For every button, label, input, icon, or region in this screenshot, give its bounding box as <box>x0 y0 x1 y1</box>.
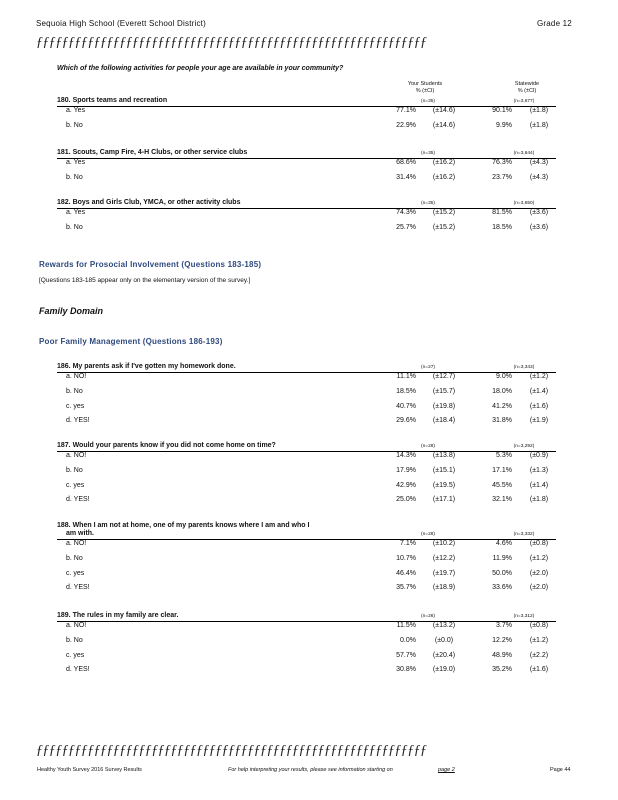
statewide-ci: (±1.8) <box>529 107 549 114</box>
students-percent: 18.5% <box>396 387 416 395</box>
students-count: (n=26) <box>421 614 435 619</box>
answer-option: d. YES! <box>66 496 90 504</box>
footer-page: Page 44 <box>550 767 571 773</box>
students-ci: (±12.7) <box>432 373 456 380</box>
statewide-ci: (±1.4) <box>529 387 549 395</box>
footer-title: Healthy Youth Survey 2016 Survey Results <box>37 767 142 773</box>
question-text: 182. Boys and Girls Club, YMCA, or other activity clubs <box>57 199 241 206</box>
students-count: (n=28) <box>421 444 435 449</box>
answer-option: a. Yes <box>66 159 86 166</box>
students-ci: (±14.6) <box>432 107 456 114</box>
decorative-line-top: ƒƒƒƒƒƒƒƒƒƒƒƒƒƒƒƒƒƒƒƒƒƒƒƒƒƒƒƒƒƒƒƒƒƒƒƒƒƒƒƒƒƒƒƒƒƒƒƒƒƒƒƒƒƒƒƒƒƒƒƒƒ <box>36 35 427 50</box>
statewide-ci: (±3.6) <box>529 209 549 216</box>
answer-option: b. No <box>66 636 83 644</box>
statewide-count: (n=3,650) <box>513 201 535 206</box>
statewide-ci: (±2.0) <box>529 584 549 592</box>
question-text: 189. The rules in my family are clear. <box>57 612 179 619</box>
col-header-statewide: Statewide <box>514 81 540 87</box>
students-ci: (±16.2) <box>432 174 456 181</box>
statewide-percent: 3.7% <box>496 622 512 629</box>
question-underline <box>57 158 556 159</box>
header-grade: Grade 12 <box>537 19 572 28</box>
students-percent: 0.0% <box>400 636 416 644</box>
students-ci: (±15.1) <box>432 466 456 474</box>
question-text-cont: am with. <box>66 530 95 537</box>
students-percent: 10.7% <box>396 554 416 562</box>
statewide-ci: (±3.6) <box>529 224 549 231</box>
students-ci: (±15.7) <box>432 387 456 395</box>
students-ci: (±14.6) <box>432 122 456 129</box>
statewide-percent: 90.1% <box>492 107 512 114</box>
statewide-percent: 50.0% <box>492 569 512 577</box>
statewide-percent: 41.2% <box>492 402 512 410</box>
answer-option: a. Yes <box>66 209 86 216</box>
students-percent: 46.4% <box>396 569 416 577</box>
statewide-percent: 5.3% <box>496 452 512 459</box>
statewide-percent: 9.9% <box>496 122 512 129</box>
students-ci: (±16.2) <box>432 159 456 166</box>
students-percent: 30.8% <box>396 666 416 674</box>
rewards-note: [Questions 183-185 appear only on the elementary version of the survey.] <box>39 277 251 284</box>
students-percent: 11.1% <box>396 373 416 380</box>
answer-option: a. NO! <box>66 373 87 380</box>
statewide-ci: (±2.2) <box>529 651 549 659</box>
intro-question: Which of the following activities for people your age are available in your community? <box>57 65 344 72</box>
statewide-ci: (±0.9) <box>529 452 549 459</box>
section-title-rewards: Rewards for Prosocial Involvement (Questions 183-185) <box>39 260 262 269</box>
students-percent: 22.9% <box>396 122 416 129</box>
students-count: (n=27) <box>421 365 435 370</box>
decorative-line-bottom: ƒƒƒƒƒƒƒƒƒƒƒƒƒƒƒƒƒƒƒƒƒƒƒƒƒƒƒƒƒƒƒƒƒƒƒƒƒƒƒƒƒƒƒƒƒƒƒƒƒƒƒƒƒƒƒƒƒƒƒƒƒ <box>36 743 427 758</box>
students-ci: (±19.5) <box>432 481 456 489</box>
students-ci: (±18.9) <box>432 584 456 592</box>
students-ci: (±13.8) <box>432 452 456 459</box>
answer-option: a. NO! <box>66 540 87 547</box>
answer-option: b. No <box>66 554 83 562</box>
students-percent: 29.6% <box>396 417 416 425</box>
students-percent: 40.7% <box>396 402 416 410</box>
statewide-count: (n=3,644) <box>513 151 535 156</box>
students-ci: (±19.0) <box>432 666 456 674</box>
students-ci: (±0.0) <box>434 636 454 644</box>
answer-option: b. No <box>66 174 83 181</box>
students-ci: (±20.4) <box>432 651 456 659</box>
question-underline <box>57 208 556 209</box>
section-title-poor-family-management: Poor Family Management (Questions 186-193) <box>39 337 223 346</box>
domain-title: Family Domain <box>39 306 104 316</box>
col-header-statewide-ci: % (±CI) <box>517 88 537 94</box>
students-percent: 11.5% <box>396 622 416 629</box>
footer-help: For help interpreting your results, please see information starting on <box>228 767 393 773</box>
question-text: 181. Scouts, Camp Fire, 4-H Clubs, or other service clubs <box>57 149 248 156</box>
question-text: 188. When I am not at home, one of my parents knows where I am and who I <box>57 522 310 529</box>
question-underline <box>57 621 556 622</box>
statewide-count: (n=3,343) <box>513 365 535 370</box>
students-ci: (±17.1) <box>432 496 456 504</box>
statewide-ci: (±1.9) <box>529 417 549 425</box>
statewide-ci: (±1.2) <box>529 373 549 380</box>
students-percent: 25.0% <box>396 496 416 504</box>
answer-option: c. yes <box>66 651 85 659</box>
students-percent: 74.3% <box>396 209 416 216</box>
students-count: (n=35) <box>421 201 435 206</box>
statewide-percent: 31.8% <box>492 417 512 425</box>
statewide-percent: 12.2% <box>492 636 512 644</box>
statewide-count: (n=3,677) <box>513 99 535 104</box>
students-percent: 14.3% <box>396 452 416 459</box>
statewide-percent: 35.2% <box>492 666 512 674</box>
students-percent: 68.6% <box>396 159 416 166</box>
statewide-ci: (±0.8) <box>529 622 549 629</box>
students-percent: 7.1% <box>400 540 416 547</box>
statewide-ci: (±1.6) <box>529 402 549 410</box>
header-school: Sequoia High School (Everett School District) <box>36 19 206 28</box>
statewide-percent: 18.5% <box>492 224 512 231</box>
answer-option: d. YES! <box>66 417 90 425</box>
answer-option: c. yes <box>66 481 85 489</box>
statewide-ci: (±1.6) <box>529 666 549 674</box>
statewide-ci: (±1.8) <box>529 496 549 504</box>
question-text: 186. My parents ask if I've gotten my homework done. <box>57 363 236 370</box>
question-underline <box>57 539 556 540</box>
statewide-percent: 23.7% <box>492 174 512 181</box>
col-header-students: Your Students <box>407 81 443 87</box>
students-percent: 31.4% <box>396 174 416 181</box>
students-percent: 42.9% <box>396 481 416 489</box>
students-ci: (±15.2) <box>432 209 456 216</box>
answer-option: d. YES! <box>66 666 90 674</box>
statewide-count: (n=3,292) <box>513 444 535 449</box>
answer-option: b. No <box>66 387 83 395</box>
question-underline <box>57 106 556 107</box>
students-ci: (±18.4) <box>432 417 456 425</box>
students-percent: 17.9% <box>396 466 416 474</box>
statewide-percent: 33.6% <box>492 584 512 592</box>
students-percent: 77.1% <box>396 107 416 114</box>
statewide-count: (n=3,332) <box>513 532 535 537</box>
students-ci: (±15.2) <box>432 224 456 231</box>
question-text: 187. Would your parents know if you did not come home on time? <box>57 442 276 449</box>
statewide-ci: (±1.4) <box>529 481 549 489</box>
answer-option: d. YES! <box>66 584 90 592</box>
statewide-ci: (±2.0) <box>529 569 549 577</box>
students-ci: (±13.2) <box>432 622 456 629</box>
question-underline <box>57 372 556 373</box>
answer-option: a. NO! <box>66 622 87 629</box>
col-header-students-ci: % (±CI) <box>415 88 435 94</box>
answer-option: a. Yes <box>66 107 86 114</box>
statewide-percent: 11.9% <box>492 554 512 562</box>
students-count: (n=28) <box>421 532 435 537</box>
question-text: 180. Sports teams and recreation <box>57 97 168 104</box>
question-underline <box>57 451 556 452</box>
statewide-ci: (±4.3) <box>529 159 549 166</box>
answer-option: c. yes <box>66 402 85 410</box>
answer-option: c. yes <box>66 569 85 577</box>
students-percent: 35.7% <box>396 584 416 592</box>
students-ci: (±19.7) <box>432 569 456 577</box>
answer-option: a. NO! <box>66 452 87 459</box>
students-count: (n=35) <box>421 151 435 156</box>
students-ci: (±19.8) <box>432 402 456 410</box>
students-percent: 57.7% <box>396 651 416 659</box>
students-ci: (±10.2) <box>432 540 456 547</box>
statewide-percent: 9.0% <box>496 373 512 380</box>
answer-option: b. No <box>66 466 83 474</box>
statewide-percent: 32.1% <box>492 496 512 504</box>
students-count: (n=35) <box>421 99 435 104</box>
statewide-ci: (±1.2) <box>529 636 549 644</box>
statewide-percent: 4.6% <box>496 540 512 547</box>
students-percent: 25.7% <box>396 224 416 231</box>
statewide-percent: 48.9% <box>492 651 512 659</box>
statewide-ci: (±4.3) <box>529 174 549 181</box>
footer-link: page 2 <box>438 767 455 773</box>
statewide-ci: (±1.3) <box>529 466 549 474</box>
statewide-percent: 45.5% <box>492 481 512 489</box>
students-ci: (±12.2) <box>432 554 456 562</box>
statewide-ci: (±1.2) <box>529 554 549 562</box>
statewide-percent: 76.3% <box>492 159 512 166</box>
statewide-percent: 18.0% <box>492 387 512 395</box>
statewide-ci: (±0.8) <box>529 540 549 547</box>
statewide-percent: 17.1% <box>492 466 512 474</box>
statewide-percent: 81.5% <box>492 209 512 216</box>
answer-option: b. No <box>66 224 83 231</box>
statewide-ci: (±1.8) <box>529 122 549 129</box>
answer-option: b. No <box>66 122 83 129</box>
statewide-count: (n=3,312) <box>513 614 535 619</box>
